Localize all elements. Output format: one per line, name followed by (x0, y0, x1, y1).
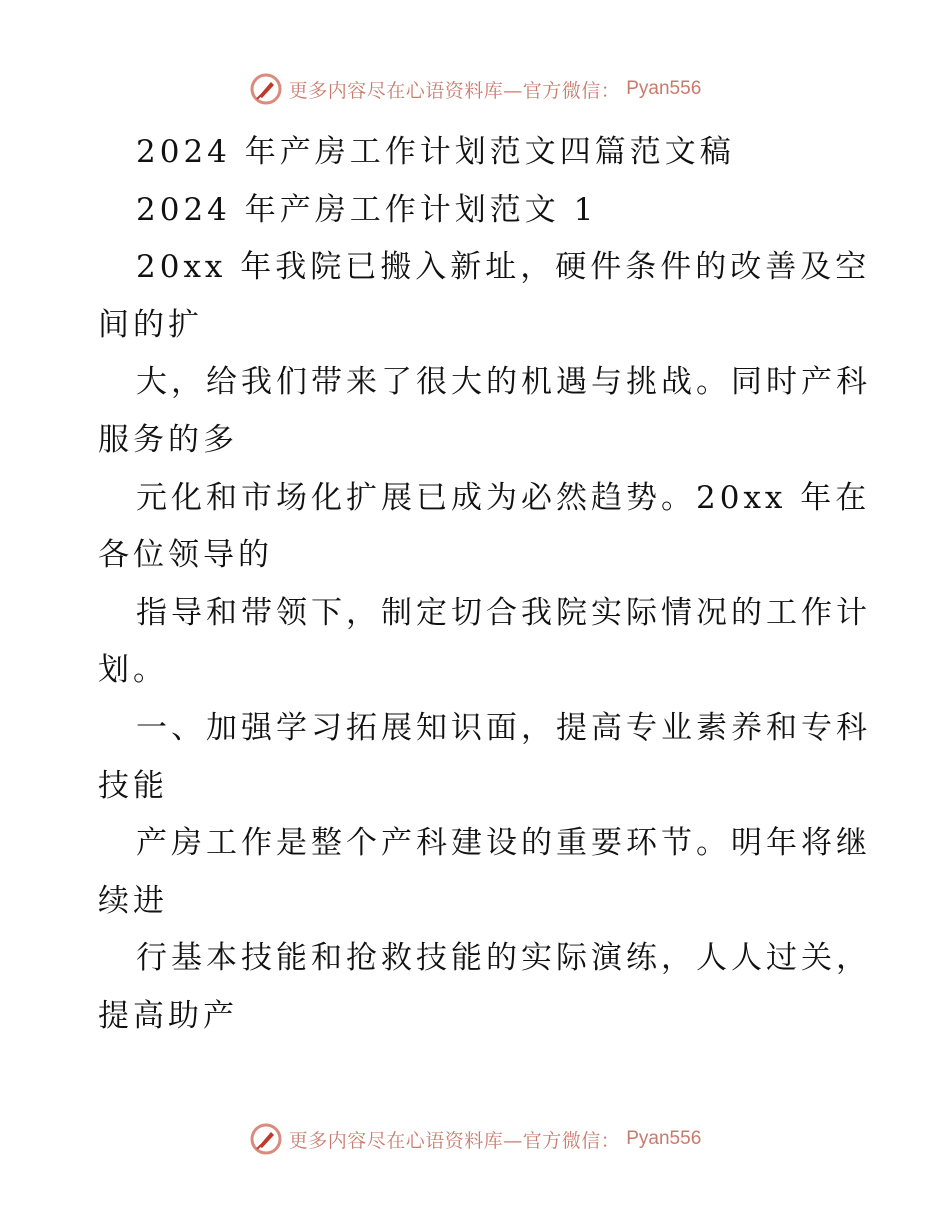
paragraph-line: 20xx 年我院已搬入新址，硬件条件的改善及空 (136, 249, 871, 286)
paragraph-line: 服务的多 (98, 421, 238, 458)
subsection-heading: 一、加强学习拓展知识面，提高专业素养和专科 (136, 709, 871, 746)
paragraph-line: 各位领导的 (98, 537, 273, 574)
watermark-wechat-id: Pyan556 (626, 1128, 702, 1149)
subsection-heading: 技能 (98, 767, 168, 804)
paragraph-line: 指导和带领下，制定切合我院实际情况的工作计 (136, 594, 871, 631)
header-watermark (0, 72, 950, 106)
paragraph-line: 行基本技能和抢救技能的实际演练，人人过关， (136, 940, 871, 977)
paragraph-line: 划。 (98, 652, 168, 689)
paragraph-line: 大，给我们带来了很大的机遇与挑战。同时产科 (136, 364, 871, 401)
paragraph-line: 间的扩 (98, 306, 203, 343)
watermark-text: 更多内容尽在心语资料库—官方微信： (288, 1129, 621, 1152)
section-title: 2024 年产房工作计划范文 1 (136, 191, 598, 228)
watermark-text: 更多内容尽在心语资料库—官方微信： (288, 79, 621, 102)
document-body (98, 124, 871, 1046)
footer-watermark (0, 1122, 950, 1156)
quill-logo-icon (249, 1122, 283, 1156)
watermark-wechat-id: Pyan556 (626, 78, 702, 99)
paragraph-line: 元化和市场化扩展已成为必然趋势。20xx 年在 (136, 479, 871, 516)
paragraph-line: 提高助产 (98, 997, 238, 1034)
paragraph-line: 产房工作是整个产科建设的重要环节。明年将继 (136, 825, 871, 862)
quill-logo-icon (249, 72, 283, 106)
paragraph-line: 续进 (98, 882, 168, 919)
document-title: 2024 年产房工作计划范文四篇范文稿 (136, 134, 735, 170)
